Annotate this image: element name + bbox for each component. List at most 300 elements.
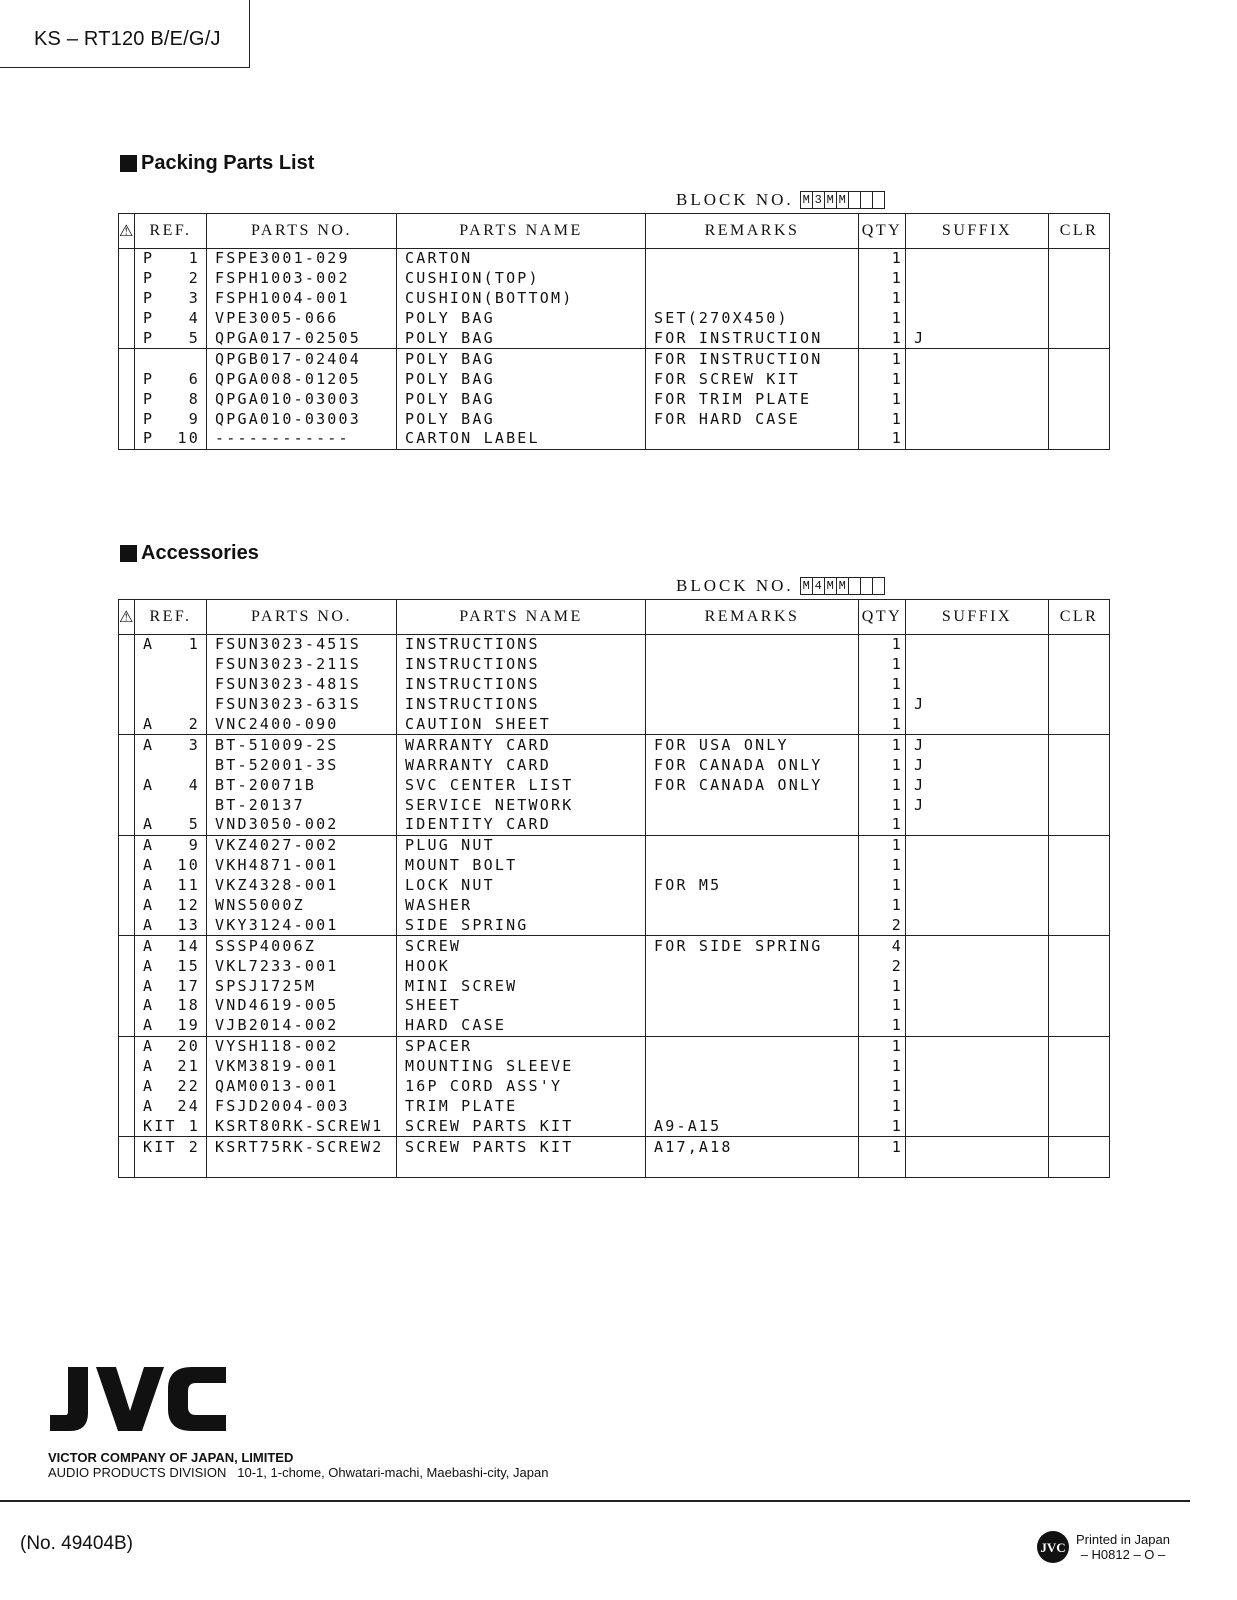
ref-cell [135, 369, 207, 389]
accessories-block-label: BLOCK NO. [676, 576, 794, 595]
remarks-cell: FOR CANADA ONLY [646, 755, 859, 775]
clr-cell [1049, 429, 1110, 449]
parts-name-col-header: PARTS NAME [397, 214, 646, 249]
parts-name-cell: WARRANTY CARD [397, 755, 646, 775]
suffix-cell: J [906, 795, 1049, 815]
remarks-cell [646, 996, 859, 1016]
company-info [48, 1450, 548, 1480]
clr-cell [1049, 1057, 1110, 1077]
clr-cell [1049, 715, 1110, 735]
ref-number: 4 [188, 775, 200, 794]
ref-number: 9 [188, 409, 200, 428]
ref-number: 17 [177, 976, 200, 995]
parts-name-cell: MOUNTING SLEEVE [397, 1057, 646, 1077]
clr-cell [1049, 249, 1110, 269]
ref-cell [135, 896, 207, 916]
warning-triangle-icon: ⚠ [119, 223, 136, 240]
suffix-cell [906, 409, 1049, 429]
block-code-cell: M [836, 191, 849, 209]
suffix-cell [906, 1016, 1049, 1036]
suffix-cell [906, 1116, 1049, 1136]
table-row [119, 249, 1110, 269]
ref-cell [135, 389, 207, 409]
parts-name-cell: INSTRUCTIONS [397, 695, 646, 715]
parts-no-cell: QPGA010-03003 [207, 409, 397, 429]
model-header-box [0, 0, 250, 68]
caution-cell [119, 996, 135, 1016]
table-row [119, 1137, 1110, 1157]
suffix-cell [906, 389, 1049, 409]
parts-name-cell: 16P CORD ASS'Y [397, 1077, 646, 1097]
table-filler-row [119, 1157, 1110, 1177]
qty-cell: 1 [859, 1137, 906, 1157]
qty-cell: 1 [859, 309, 906, 329]
caution-col-header [119, 214, 135, 249]
parts-no-cell: VKZ4027-002 [207, 835, 397, 855]
parts-name-cell: CAUTION SHEET [397, 715, 646, 735]
caution-cell [119, 775, 135, 795]
qty-cell: 1 [859, 675, 906, 695]
remarks-cell: FOR USA ONLY [646, 735, 859, 755]
remarks-cell [646, 856, 859, 876]
suffix-cell: J [906, 329, 1049, 349]
parts-no-cell: VPE3005-066 [207, 309, 397, 329]
caution-col-header [119, 600, 135, 635]
parts-name-cell: MOUNT BOLT [397, 856, 646, 876]
table-row [119, 876, 1110, 896]
parts-name-cell: PLUG NUT [397, 835, 646, 855]
ref-cell [135, 289, 207, 309]
ref-prefix: P [143, 329, 155, 347]
clr-cell [1049, 835, 1110, 855]
suffix-cell [906, 815, 1049, 835]
ref-prefix: A [143, 1016, 155, 1035]
parts-no-cell: BT-52001-3S [207, 755, 397, 775]
qty-cell: 1 [859, 795, 906, 815]
clr-cell [1049, 1016, 1110, 1036]
clr-cell [1049, 976, 1110, 996]
ref-prefix: A [143, 815, 155, 834]
remarks-cell [646, 675, 859, 695]
packing-parts-table [118, 213, 1110, 450]
qty-cell: 1 [859, 996, 906, 1016]
caution-cell [119, 1016, 135, 1036]
ref-cell [135, 1057, 207, 1077]
ref-number: 1 [188, 249, 200, 268]
qty-cell: 1 [859, 896, 906, 916]
suffix-cell [906, 1057, 1049, 1077]
ref-prefix: P [143, 389, 155, 408]
clr-cell [1049, 1036, 1110, 1056]
bullet-square-icon [120, 545, 137, 562]
suffix-cell [906, 429, 1049, 449]
caution-cell [119, 956, 135, 976]
clr-cell [1049, 896, 1110, 916]
ref-cell [135, 956, 207, 976]
ref-prefix: P [143, 409, 155, 428]
ref-number: 3 [188, 289, 200, 308]
company-address-line [48, 1465, 548, 1480]
ref-prefix: A [143, 1057, 155, 1076]
empty-cell [1049, 1157, 1110, 1177]
parts-no-cell: QPGA017-02505 [207, 329, 397, 349]
clr-cell [1049, 635, 1110, 655]
jvc-logo-graphic [46, 1365, 228, 1433]
caution-cell [119, 936, 135, 956]
caution-cell [119, 915, 135, 935]
accessories-table-body [119, 635, 1110, 1178]
parts-no-cell: SSSP4006Z [207, 936, 397, 956]
printed-label: Printed in Japan [1076, 1532, 1170, 1547]
packing-header-row [119, 214, 1110, 249]
parts-name-cell: WARRANTY CARD [397, 735, 646, 755]
remarks-cell: FOR CANADA ONLY [646, 775, 859, 795]
qty-cell: 1 [859, 429, 906, 449]
table-row [119, 996, 1110, 1016]
suffix-cell [906, 1077, 1049, 1097]
qty-cell: 1 [859, 289, 906, 309]
parts-name-cell: LOCK NUT [397, 876, 646, 896]
clr-cell [1049, 936, 1110, 956]
parts-name-cell: WASHER [397, 896, 646, 916]
suffix-cell [906, 976, 1049, 996]
ref-number: 10 [177, 429, 200, 448]
empty-cell [207, 1157, 397, 1177]
qty-cell: 1 [859, 775, 906, 795]
suffix-cell: J [906, 735, 1049, 755]
clr-cell [1049, 289, 1110, 309]
parts-no-cell: QPGA010-03003 [207, 389, 397, 409]
parts-name-cell: INSTRUCTIONS [397, 655, 646, 675]
ref-number: 1 [188, 635, 200, 654]
parts-name-cell: SCREW [397, 936, 646, 956]
ref-number: 24 [177, 1096, 200, 1115]
suffix-cell: J [906, 695, 1049, 715]
remarks-cell [646, 896, 859, 916]
suffix-cell [906, 876, 1049, 896]
parts-no-cell: BT-20137 [207, 795, 397, 815]
block-code-cell: M [824, 577, 837, 595]
clr-cell [1049, 309, 1110, 329]
suffix-cell [906, 1036, 1049, 1056]
qty-cell: 1 [859, 1077, 906, 1097]
company-division: AUDIO PRODUCTS DIVISION [48, 1465, 227, 1480]
ref-number: 14 [177, 936, 200, 955]
table-row [119, 1057, 1110, 1077]
ref-cell [135, 1016, 207, 1036]
qty-cell: 1 [859, 1096, 906, 1116]
clr-cell [1049, 735, 1110, 755]
ref-cell [135, 1096, 207, 1116]
remarks-cell: FOR INSTRUCTION [646, 349, 859, 369]
packing-title-text: Packing Parts List [141, 152, 315, 174]
parts-name-cell: HARD CASE [397, 1016, 646, 1036]
suffix-cell [906, 249, 1049, 269]
qty-cell: 1 [859, 655, 906, 675]
ref-cell [135, 349, 207, 369]
ref-prefix: A [143, 1037, 155, 1056]
remarks-cell: FOR SIDE SPRING [646, 936, 859, 956]
ref-prefix: P [143, 309, 155, 328]
remarks-cell [646, 635, 859, 655]
parts-no-col-header: PARTS NO. [207, 600, 397, 635]
ref-prefix: P [143, 429, 155, 448]
parts-no-cell: VND3050-002 [207, 815, 397, 835]
qty-col-header: QTY [859, 214, 906, 249]
suffix-cell [906, 349, 1049, 369]
table-row [119, 309, 1110, 329]
parts-name-cell: SIDE SPRING [397, 915, 646, 935]
ref-cell [135, 815, 207, 835]
parts-no-cell: VNC2400-090 [207, 715, 397, 735]
ref-cell [135, 735, 207, 755]
qty-cell: 1 [859, 755, 906, 775]
table-row [119, 349, 1110, 369]
parts-name-cell: SERVICE NETWORK [397, 795, 646, 815]
caution-cell [119, 976, 135, 996]
ref-number: 3 [188, 735, 200, 754]
ref-cell [135, 915, 207, 935]
suffix-cell [906, 715, 1049, 735]
qty-cell: 1 [859, 389, 906, 409]
empty-cell [135, 1157, 207, 1177]
parts-name-col-header: PARTS NAME [397, 600, 646, 635]
ref-prefix: KIT [143, 1116, 177, 1135]
table-row [119, 956, 1110, 976]
clr-col-header: CLR [1049, 214, 1110, 249]
caution-cell [119, 835, 135, 855]
table-row [119, 675, 1110, 695]
ref-number: 4 [188, 309, 200, 328]
caution-cell [119, 695, 135, 715]
suffix-cell [906, 835, 1049, 855]
ref-number: 5 [188, 815, 200, 834]
parts-no-cell: VYSH118-002 [207, 1036, 397, 1056]
accessories-block-number [676, 576, 884, 596]
qty-cell: 1 [859, 735, 906, 755]
qty-cell: 1 [859, 835, 906, 855]
parts-name-cell: POLY BAG [397, 389, 646, 409]
table-row [119, 369, 1110, 389]
suffix-cell [906, 1096, 1049, 1116]
suffix-cell [906, 369, 1049, 389]
caution-cell [119, 289, 135, 309]
parts-no-cell: FSPE3001-029 [207, 249, 397, 269]
ref-prefix: A [143, 896, 155, 915]
ref-number: 11 [177, 876, 200, 895]
ref-cell [135, 1116, 207, 1136]
table-row [119, 715, 1110, 735]
remarks-cell: SET(270X450) [646, 309, 859, 329]
caution-cell [119, 715, 135, 735]
qty-cell: 1 [859, 695, 906, 715]
parts-name-cell: HOOK [397, 956, 646, 976]
ref-cell [135, 876, 207, 896]
qty-cell: 1 [859, 269, 906, 289]
ref-prefix: A [143, 836, 155, 855]
block-code-cell: M [836, 577, 849, 595]
ref-number: 15 [177, 956, 200, 975]
caution-cell [119, 409, 135, 429]
clr-cell [1049, 389, 1110, 409]
ref-prefix: P [143, 289, 155, 308]
clr-cell [1049, 956, 1110, 976]
block-code-cell: M [800, 191, 813, 209]
ref-cell [135, 775, 207, 795]
ref-cell [135, 675, 207, 695]
qty-cell: 1 [859, 329, 906, 349]
ref-cell [135, 755, 207, 775]
parts-name-cell: CUSHION(BOTTOM) [397, 289, 646, 309]
clr-cell [1049, 775, 1110, 795]
table-row [119, 1116, 1110, 1136]
suffix-cell: J [906, 775, 1049, 795]
table-row [119, 755, 1110, 775]
parts-name-cell: TRIM PLATE [397, 1096, 646, 1116]
block-code-cell: M [824, 191, 837, 209]
table-row [119, 976, 1110, 996]
table-row [119, 1036, 1110, 1056]
ref-number: 1 [188, 1116, 200, 1135]
suffix-cell [906, 856, 1049, 876]
ref-prefix: A [143, 715, 155, 733]
empty-cell [906, 1157, 1049, 1177]
table-row [119, 695, 1110, 715]
clr-cell [1049, 876, 1110, 896]
remarks-cell [646, 1096, 859, 1116]
parts-no-cell: FSJD2004-003 [207, 1096, 397, 1116]
caution-cell [119, 815, 135, 835]
suffix-col-header: SUFFIX [906, 214, 1049, 249]
bullet-square-icon [120, 155, 137, 172]
table-row [119, 856, 1110, 876]
parts-no-cell: WNS5000Z [207, 896, 397, 916]
packing-block-number [676, 190, 884, 210]
packing-section-title [120, 152, 314, 175]
ref-number: 22 [177, 1077, 200, 1096]
warning-triangle-icon: ⚠ [119, 609, 136, 626]
ref-prefix: A [143, 876, 155, 895]
parts-no-cell: QPGA008-01205 [207, 369, 397, 389]
table-row [119, 896, 1110, 916]
qty-cell: 2 [859, 915, 906, 935]
parts-no-cell: VND4619-005 [207, 996, 397, 1016]
remarks-cell [646, 715, 859, 735]
remarks-cell: FOR TRIM PLATE [646, 389, 859, 409]
parts-no-cell: BT-20071B [207, 775, 397, 795]
suffix-cell [906, 675, 1049, 695]
ref-cell [135, 1137, 207, 1157]
clr-cell [1049, 329, 1110, 349]
clr-cell [1049, 915, 1110, 935]
empty-cell [397, 1157, 646, 1177]
ref-number: 18 [177, 996, 200, 1015]
suffix-cell [906, 915, 1049, 935]
ref-number: 2 [188, 269, 200, 288]
table-row [119, 775, 1110, 795]
parts-no-cell: FSUN3023-481S [207, 675, 397, 695]
remarks-cell: FOR HARD CASE [646, 409, 859, 429]
parts-name-cell: SCREW PARTS KIT [397, 1116, 646, 1136]
parts-name-cell: SCREW PARTS KIT [397, 1137, 646, 1157]
parts-no-cell: VKH4871-001 [207, 856, 397, 876]
remarks-cell [646, 289, 859, 309]
ref-prefix: KIT [143, 1137, 177, 1156]
clr-cell [1049, 1137, 1110, 1157]
clr-cell [1049, 655, 1110, 675]
ref-cell [135, 856, 207, 876]
parts-name-cell: POLY BAG [397, 409, 646, 429]
company-address: 10-1, 1-chome, Ohwatari-machi, Maebashi-city, Japan [237, 1465, 549, 1480]
table-row [119, 1096, 1110, 1116]
remarks-cell [646, 1036, 859, 1056]
remarks-cell [646, 815, 859, 835]
parts-name-cell: CARTON [397, 249, 646, 269]
suffix-cell [906, 936, 1049, 956]
ref-number: 8 [188, 389, 200, 408]
caution-cell [119, 309, 135, 329]
ref-cell [135, 835, 207, 855]
qty-col-header: QTY [859, 600, 906, 635]
table-row [119, 815, 1110, 835]
caution-cell [119, 349, 135, 369]
ref-cell [135, 996, 207, 1016]
table-row [119, 735, 1110, 755]
clr-cell [1049, 1096, 1110, 1116]
remarks-cell: FOR M5 [646, 876, 859, 896]
qty-cell: 1 [859, 1016, 906, 1036]
parts-no-cell: VKM3819-001 [207, 1057, 397, 1077]
ref-cell [135, 309, 207, 329]
table-row [119, 429, 1110, 449]
table-row [119, 269, 1110, 289]
suffix-cell [906, 309, 1049, 329]
remarks-cell [646, 249, 859, 269]
remarks-cell [646, 1077, 859, 1097]
parts-name-cell: MINI SCREW [397, 976, 646, 996]
block-code-cell: 3 [812, 191, 825, 209]
parts-name-cell: POLY BAG [397, 309, 646, 329]
ref-cell [135, 1077, 207, 1097]
caution-cell [119, 369, 135, 389]
qty-cell: 1 [859, 976, 906, 996]
accessories-header-row [119, 600, 1110, 635]
caution-cell [119, 856, 135, 876]
suffix-cell [906, 1137, 1049, 1157]
parts-name-cell: INSTRUCTIONS [397, 675, 646, 695]
ref-prefix: A [143, 735, 155, 754]
ref-prefix: A [143, 936, 155, 955]
ref-cell [135, 795, 207, 815]
caution-cell [119, 876, 135, 896]
parts-name-cell: POLY BAG [397, 369, 646, 389]
qty-cell: 1 [859, 856, 906, 876]
print-code: – H0812 – O – [1080, 1547, 1166, 1562]
caution-cell [119, 735, 135, 755]
printed-in-japan [1036, 1530, 1170, 1564]
ref-col-header: REF. [135, 600, 207, 635]
qty-cell: 1 [859, 815, 906, 835]
parts-no-cell: FSUN3023-211S [207, 655, 397, 675]
caution-cell [119, 1116, 135, 1136]
caution-cell [119, 896, 135, 916]
qty-cell: 1 [859, 369, 906, 389]
remarks-col-header: REMARKS [646, 600, 859, 635]
clr-cell [1049, 996, 1110, 1016]
packing-block-label: BLOCK NO. [676, 190, 794, 209]
clr-cell [1049, 856, 1110, 876]
suffix-cell [906, 269, 1049, 289]
